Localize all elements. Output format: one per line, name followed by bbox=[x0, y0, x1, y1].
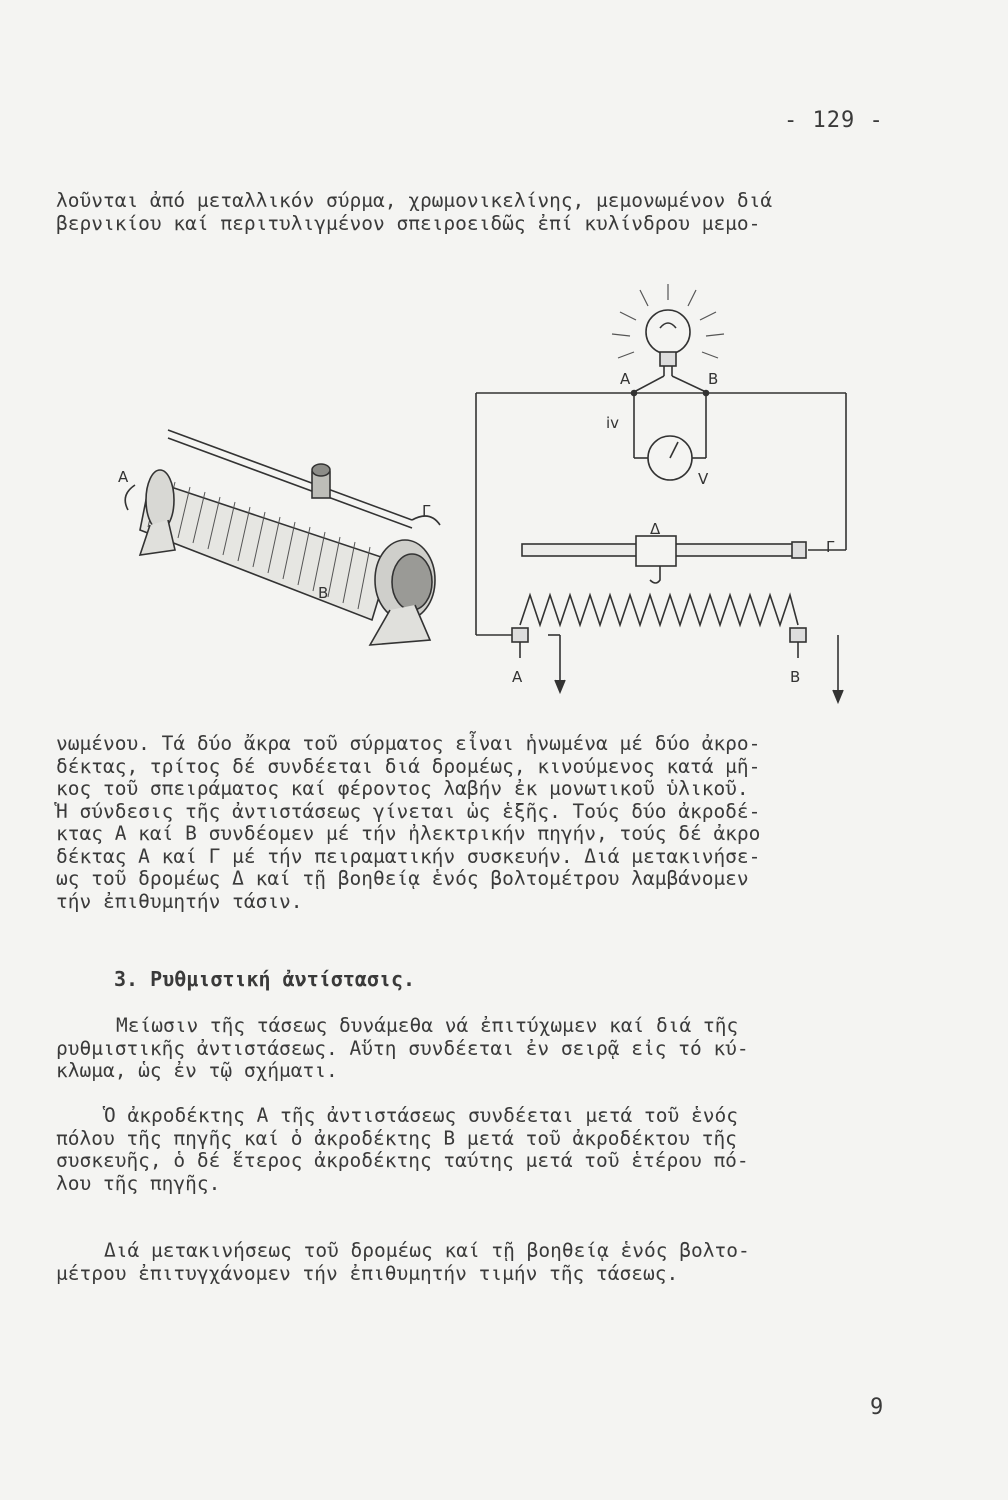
text-line: τήν ἐπιθυμητήν τάσιν. bbox=[56, 889, 303, 913]
middle-paragraph bbox=[56, 733, 896, 913]
rheostat-label-c: Γ bbox=[422, 502, 431, 520]
rheostat-label-a: A bbox=[118, 468, 129, 486]
paragraph-4 bbox=[56, 1240, 896, 1285]
text-line: Ὁ ἀκροδέκτης Α τῆς ἀντιστάσεως συνδέεται μετά τοῦ ἑνός bbox=[104, 1104, 738, 1127]
circuit-label-voltmeter: V bbox=[698, 470, 709, 488]
circuit-label-current: iv bbox=[606, 414, 620, 432]
text-line: δέκτας, τρίτος δέ συνδέεται διά δρομέως, κινούμενος κατά μῆ- bbox=[56, 754, 761, 778]
text-line: Διά μετακινήσεως τοῦ δρομέως καί τῇ βοηθείᾳ ἑνός βολτο- bbox=[104, 1239, 750, 1262]
circuit-label-slider: Δ bbox=[650, 520, 661, 538]
text-line: κτας Α καί Β συνδέομεν μέ τήν ἠλεκτρικήν πηγήν, τούς δέ ἀκρο bbox=[56, 822, 761, 845]
rheostat-drawing bbox=[125, 430, 440, 645]
circuit-label-a-top: A bbox=[620, 370, 631, 388]
text-line: λου τῆς πηγῆς. bbox=[56, 1171, 221, 1195]
paragraph-3 bbox=[56, 1105, 896, 1195]
text-line: ως τοῦ δρομέως Δ καί τῇ βοηθείᾳ ἑνός βολτομέτρου λαμβάνομεν bbox=[56, 867, 749, 890]
circuit-label-terminal-c: Γ bbox=[826, 538, 835, 556]
text-line: κλωμα, ὡς ἐν τῷ σχήματι. bbox=[56, 1059, 338, 1082]
text-line: νωμένου. Τά δύο ἄκρα τοῦ σύρματος εἶναι ἡνωμένα μέ δύο ἀκρο- bbox=[56, 732, 761, 755]
text-line: μέτρου ἐπιτυγχάνομεν τήν ἐπιθυμητήν τιμήν τῆς τάσεως. bbox=[56, 1261, 679, 1285]
footer-page-number: 9 bbox=[870, 1395, 884, 1420]
rheostat-figure bbox=[0, 280, 1008, 720]
text-line: βερνικίου καί περιτυλιγμένον σπειροειδῶς ἐπί κυλίνδρου μεμο- bbox=[56, 211, 761, 235]
circuit-label-terminal-a: A bbox=[512, 668, 523, 686]
rheostat-label-b: B bbox=[318, 584, 329, 602]
text-line: δέκτας Α καί Γ μέ τήν πειραματικήν συσκευήν. Διά μετακινήσε- bbox=[56, 844, 761, 868]
text-line: κος τοῦ σπειράματος καί φέροντος λαβήν ἐκ μονωτικοῦ ὑλικοῦ. bbox=[56, 777, 749, 800]
top-paragraph bbox=[56, 190, 896, 235]
paragraph-2 bbox=[56, 1015, 896, 1083]
text-line: Μείωσιν τῆς τάσεως δυνάμεθα νά ἐπιτύχωμεν καί διά τῆς bbox=[116, 1014, 739, 1037]
circuit-label-b-top: B bbox=[708, 370, 719, 388]
text-line: ρυθμιστικῆς ἀντιστάσεως. Αὕτη συνδέεται ἐν σειρᾷ εἰς τό κύ- bbox=[56, 1036, 749, 1060]
text-line: πόλου τῆς πηγῆς καί ὁ ἀκροδέκτης Β μετά τοῦ ἀκροδέκτου τῆς bbox=[56, 1126, 737, 1150]
text-line: Ἡ σύνδεσις τῆς ἀντιστάσεως γίνεται ὡς ἑξῆς. Τούς δύο ἀκροδέ- bbox=[56, 799, 761, 823]
circuit-diagram bbox=[476, 284, 846, 702]
circuit-label-terminal-b: B bbox=[790, 668, 801, 686]
text-line: λοῦνται ἀπό μεταλλικόν σύρμα, χρωμονικελίνης, μεμονωμένον διά bbox=[56, 189, 773, 212]
section-heading: 3. Ρυθμιστική ἀντίστασις. bbox=[114, 967, 416, 991]
page-number: - 129 - bbox=[784, 108, 884, 133]
text-line: συσκευῆς, ὁ δέ ἕτερος ἀκροδέκτης ταύτης μετά τοῦ ἑτέρου πό- bbox=[56, 1149, 749, 1172]
